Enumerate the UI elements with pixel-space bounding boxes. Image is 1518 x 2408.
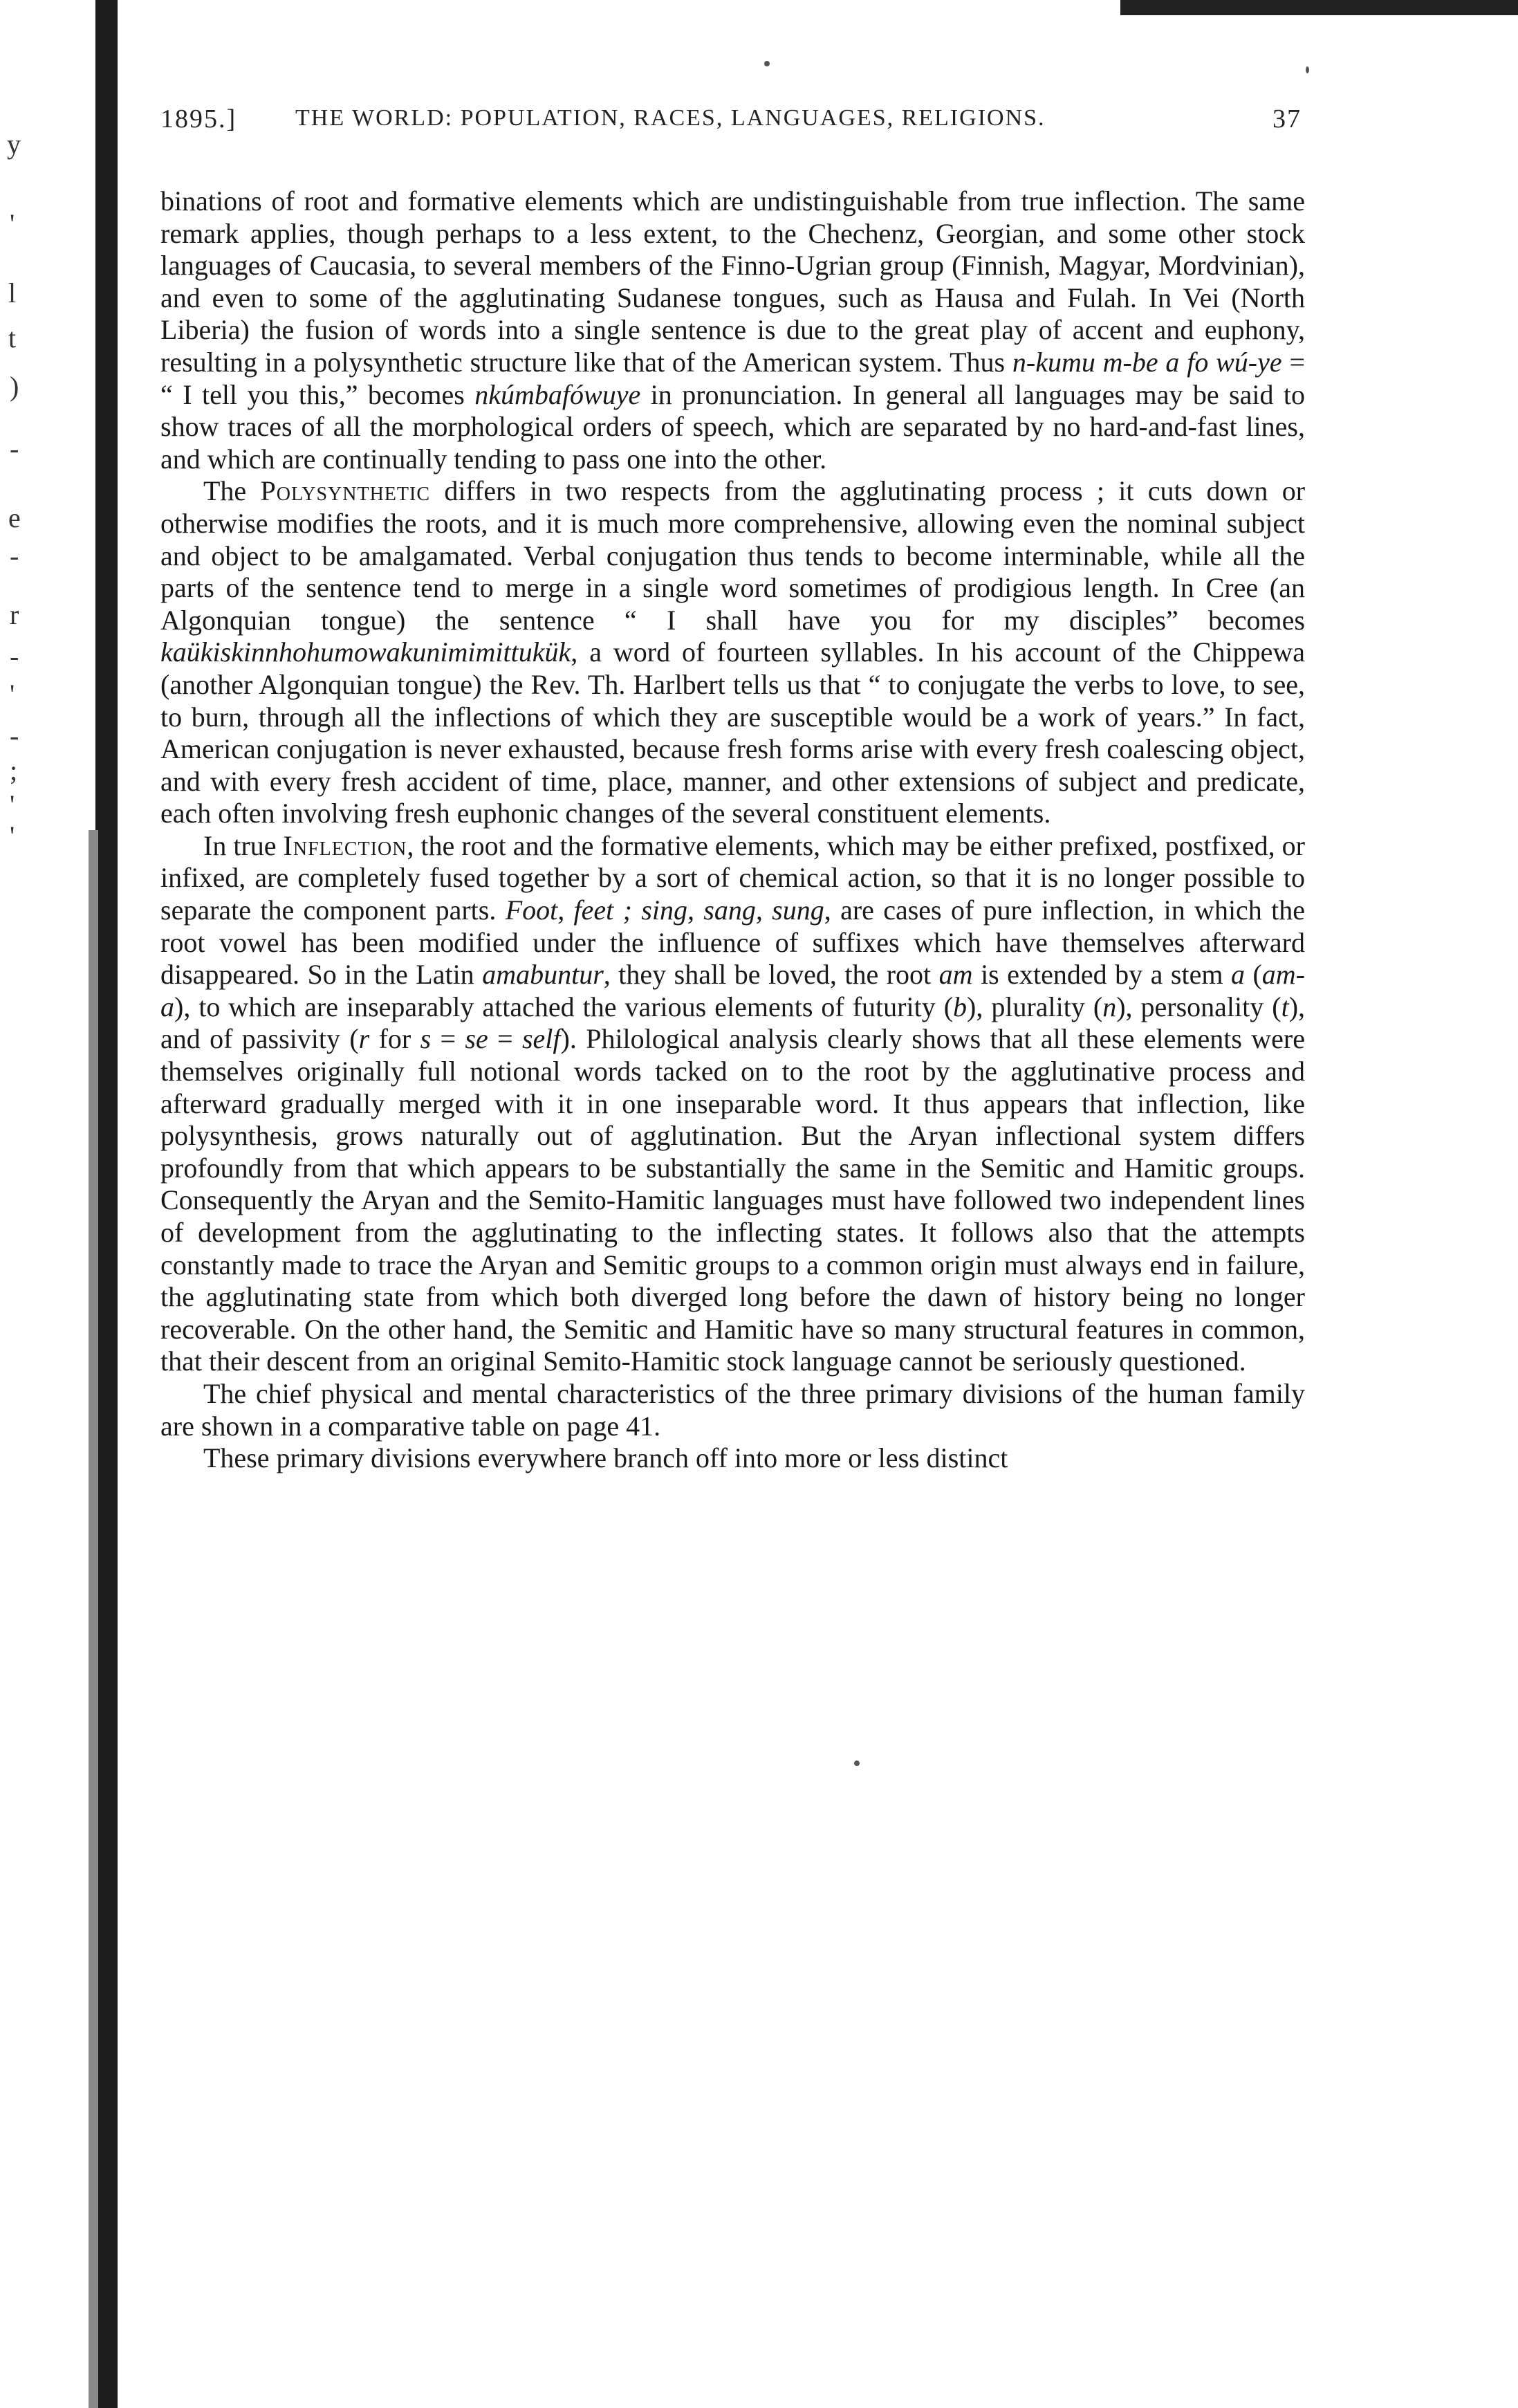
paragraph (160, 1442, 1305, 1475)
margin-fragment: - (10, 641, 19, 672)
text-run: ). Philological analysis clearly shows that all these elements were themselves originally full notional words tacked on to the root by the agglutinative process and afterward gradually merged with it in one inseparable word. It thus appears that inflection, like polysynthesis, grows naturally out of agglutination. But the Aryan inflectional system differs profoundly from that which appears to be substantially the same in the Semitic and Hamitic groups. Consequently the Aryan and the Semito-Hamitic languages must have followed two independent lines of development from the agglutinating to the inflecting states. It follows also that the attempts constantly made to trace the Aryan and Semitic groups to a common origin must always end in failure, the agglutinating state from which both diverged long before the dawn of history being no longer recoverable. On the other hand, the Semitic and Hamitic have so many structural features in common, that their descent from an original Semito-Hamitic stock language cannot be seriously questioned. (160, 1023, 1306, 1377)
paragraph (160, 475, 1305, 830)
text-run: ( (1244, 959, 1262, 991)
italic-term: r (358, 1023, 370, 1055)
text-run: ), to which are inseparably attached the various elements of futurity ( (174, 991, 954, 1022)
scan-speck (854, 1761, 860, 1766)
body-text (160, 185, 1305, 1475)
margin-fragment: l (8, 277, 17, 309)
italic-term: am (938, 959, 973, 991)
italic-term: kaükiskinnhohumowakunimimittukük (160, 636, 571, 668)
text-run: ), plurality ( (967, 991, 1103, 1022)
italic-term: self (521, 1023, 561, 1055)
italic-term: b (953, 991, 968, 1022)
text-run: The (203, 475, 261, 507)
text-run: ), and of passivity ( (160, 991, 1306, 1055)
margin-fragment: - (10, 433, 19, 464)
page-number: 37 (1272, 104, 1302, 134)
margin-fragment: ' (10, 820, 15, 852)
margin-fragment: ' (10, 789, 15, 820)
italic-term: s (420, 1023, 432, 1055)
italic-term: se (465, 1023, 488, 1055)
paragraph (160, 830, 1305, 1378)
text-run: , the root and the formative elements, which may be either prefixed, postfixed, or infixed, are completely fused together by a sort of chemical action, so that it is no longer possible to separate the component parts. (160, 829, 1305, 926)
scan-edge-rule (1120, 0, 1518, 15)
binding-gutter-fade (89, 830, 98, 2408)
text-run: in pronunciation. In general all languages may be said to show traces of all the morphological orders of speech, which are separated by no hard-and-fast lines, and which are continually tending to pass one into the other. (160, 378, 1305, 475)
margin-fragment: y (7, 129, 21, 160)
italic-term: n-kumu m-be a fo wú-ye (1012, 346, 1282, 378)
text-run: is extended by a stem (972, 959, 1231, 991)
text-run: ), personality ( (1116, 991, 1281, 1022)
margin-fragment: ' (10, 679, 15, 710)
margin-fragment: ' (10, 208, 15, 239)
text-run: for (369, 1023, 420, 1055)
text-run: , are cases of pure inflection, in which the root vowel has been modified under the influence of suffixes which have themselves afterward disappeared. So in the Latin (160, 894, 1306, 991)
text-run: binations of root and formative elements which are undistinguishable from true inflection. The same remark applies, though perhaps to a less extent, to the Chechenz, Georgian, and some other stock languages of Caucasia, to several members of the Finno-Ugrian group (Finnish, Magyar, Mordvinian), and even to some of the agglutinating Sudanese tongues, such as Hausa and Fulah. In Vei (North Liberia) the fusion of words into a single sentence is due to the great play of accent and euphony, resulting in a polysynthetic structure like that of the American system. Thus (160, 185, 1305, 378)
paragraph (160, 1378, 1305, 1442)
text-run: = (431, 1023, 465, 1055)
text-run: = (488, 1023, 522, 1055)
text-run: , a word of fourteen syllables. In his account of the Chippewa (another Algonquian tongue) the Rev. Th. Harlbert tells us that “ to conjugate the verbs to love, to see, to burn, through all the inflections of which they are susceptible would be a work of years.” In fact, American conjugation is never exhausted, because fresh forms arise with every fresh coalescing object, and with every fresh accident of time, place, manner, and other extensions of subject and predicate, each often involving fresh euphonic changes of the several constituent elements. (160, 636, 1305, 829)
header-year: 1895.] (160, 104, 237, 134)
text-run: These primary divisions everywhere branch off into more or less distinct (203, 1442, 1008, 1474)
running-title: THE WORLD: POPULATION, RACES, LANGUAGES, RELIGIONS. (295, 105, 1046, 131)
text-run: The chief physical and mental characteristics of the three primary divisions of the human family are shown in a comparative table on page 41. (160, 1377, 1305, 1442)
margin-fragment: r (10, 599, 19, 630)
margin-fragment: - (10, 720, 19, 751)
italic-term: n (1102, 991, 1117, 1022)
italic-term: am-a (160, 959, 1306, 1022)
italic-term: amabuntur (482, 959, 604, 991)
margin-fragment: e (8, 502, 21, 533)
italic-term: nkúmbafówuye (474, 378, 641, 410)
text-run: , they shall be loved, the root (603, 959, 939, 991)
paragraph (160, 185, 1305, 475)
italic-term: t (1281, 991, 1289, 1022)
margin-fragment: - (10, 540, 19, 571)
scan-speck (1306, 66, 1309, 73)
text-run: = “ I tell you this,” becomes (160, 346, 1305, 410)
small-caps-term: Inflection (283, 829, 407, 861)
text-run: differs in two respects from the agglutinating process ; it cuts down or otherwise modifies the roots, and it is much more comprehensive, allowing even the nominal subject and object to be amalgamated. Verbal conjugation thus tends to become interminable, while all the parts of the sentence tend to merge in a single word sometimes of prodigious length. In Cree (an Algonquian tongue) the sentence “ I shall have you for my disciples” becomes (160, 475, 1306, 636)
italic-term: a (1230, 959, 1245, 991)
text-run: In true (203, 829, 284, 861)
margin-fragment: t (8, 322, 17, 353)
margin-fragment: ) (10, 371, 19, 402)
italic-term: Foot, feet ; sing, sang, sung (505, 894, 824, 926)
scan-speck (764, 61, 770, 66)
margin-fragment: ; (10, 755, 18, 786)
small-caps-term: Polysynthetic (260, 475, 431, 507)
binding-gutter-shadow (95, 0, 118, 2408)
